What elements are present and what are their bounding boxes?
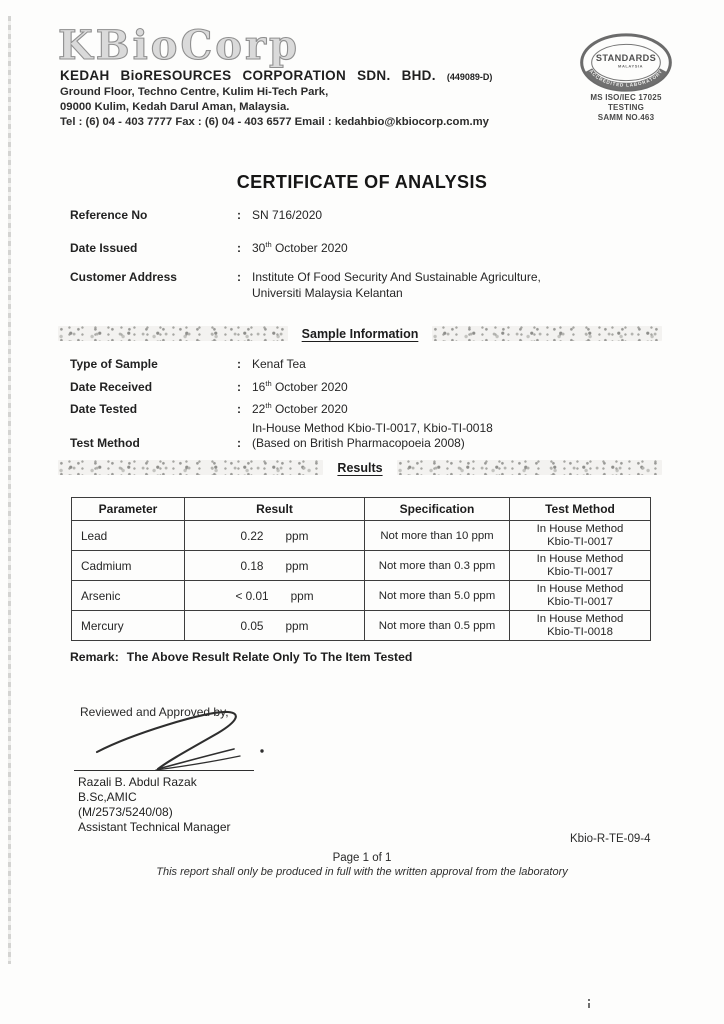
customer-address-line2: Universiti Malaysia Kelantan [252, 286, 403, 300]
sample-information-section-header [58, 324, 662, 343]
company-address-line1: Ground Floor, Techno Centre, Kulim Hi-Tech Park, [60, 86, 329, 98]
company-address-line2: 09000 Kulim, Kedah Darul Aman, Malaysia. [60, 101, 290, 113]
customer-address-colon: : [237, 270, 241, 284]
date-issued-label: Date Issued [70, 241, 138, 255]
company-name-text: KEDAH BioRESOURCES CORPORATION SDN. BHD. [60, 68, 436, 83]
company-name [60, 68, 600, 83]
stamp-standards-text: STANDARDS [595, 53, 657, 64]
results-table [71, 497, 651, 641]
parameter-cell: Cadmium [72, 551, 185, 581]
test-method-cell [510, 521, 651, 551]
table-row [72, 521, 651, 551]
table-header-row [72, 498, 651, 521]
table-row [72, 611, 651, 641]
method-name: In House Method [536, 612, 624, 625]
date-tested-month-year: October 2020 [271, 402, 348, 416]
signatory-name: Razali B. Abdul Razak [78, 775, 197, 789]
test-method-value-line1: In-House Method Kbio-TI-0017, Kbio-TI-0018 [252, 421, 493, 435]
accreditation-samm-number: SAMM NO.463 [597, 113, 655, 122]
noise-band-left [58, 326, 288, 341]
signatory-block [78, 775, 231, 835]
test-method-cell [510, 611, 651, 641]
date-received-ordinal: th [265, 379, 272, 388]
parameter-cell: Lead [72, 521, 185, 551]
date-tested-colon: : [237, 402, 241, 416]
result-unit: ppm [285, 618, 309, 633]
date-tested-label: Date Tested [70, 402, 138, 416]
remark-text: The Above Result Relate Only To The Item Tested [126, 650, 413, 664]
specification-cell: Not more than 0.3 ppm [365, 551, 510, 581]
signatory-position: Assistant Technical Manager [78, 820, 231, 834]
date-issued-ordinal: th [265, 240, 272, 249]
column-header-parameter: Parameter [72, 498, 185, 521]
test-method-colon: : [237, 436, 241, 450]
method-code: Kbio-TI-0018 [547, 625, 613, 638]
remark-label: Remark: [70, 650, 119, 664]
document-code: Kbio-R-TE-09-4 [570, 833, 651, 845]
type-of-sample-label: Type of Sample [70, 357, 158, 371]
company-registration-number: (449089-D) [446, 72, 493, 82]
company-logo: KBioCorp [58, 22, 301, 69]
specification-cell: Not more than 10 ppm [365, 521, 510, 551]
stamp-accredited-text: ACCREDITED LABORATORY [588, 68, 664, 88]
date-issued-value [252, 241, 348, 255]
sample-information-heading: Sample Information [301, 326, 419, 341]
result-unit: ppm [290, 588, 314, 603]
result-value: 0.22 [240, 528, 264, 543]
reference-no-value: SN 716/2020 [252, 208, 323, 222]
method-code: Kbio-TI-0017 [547, 595, 613, 608]
date-issued-colon: : [237, 241, 241, 255]
page-number: Page 1 of 1 [332, 852, 392, 864]
accreditation-standard: MS ISO/IEC 17025 [590, 93, 662, 102]
date-tested-value [252, 402, 348, 416]
table-row [72, 551, 651, 581]
approved-by-label: Reviewed and Approved by, [80, 705, 229, 719]
results-section-header [58, 458, 662, 477]
test-method-label: Test Method [70, 436, 140, 450]
signature-icon [70, 706, 280, 776]
method-name: In House Method [536, 582, 624, 595]
test-method-cell [510, 581, 651, 611]
method-name: In House Method [536, 552, 624, 565]
date-received-value [252, 380, 348, 394]
reference-no-colon: : [237, 208, 241, 222]
noise-band-right [397, 460, 662, 475]
results-heading: Results [337, 460, 383, 475]
noise-band-left [58, 460, 323, 475]
parameter-cell: Mercury [72, 611, 185, 641]
specification-cell: Not more than 0.5 ppm [365, 611, 510, 641]
type-of-sample-colon: : [237, 357, 241, 371]
date-received-day: 16 [252, 380, 266, 394]
stamp-seal-icon [578, 32, 674, 93]
date-received-month-year: October 2020 [271, 380, 348, 394]
scan-edge-artifact [8, 16, 11, 964]
signatory-registration: (M/2573/5240/08) [78, 805, 173, 819]
result-cell [185, 581, 365, 611]
noise-band-right [432, 326, 662, 341]
result-value: 0.18 [240, 558, 264, 573]
customer-address-label: Customer Address [70, 270, 177, 284]
column-header-test-method: Test Method [510, 498, 651, 521]
column-header-specification: Specification [365, 498, 510, 521]
date-received-label: Date Received [70, 380, 153, 394]
result-unit: ppm [285, 528, 309, 543]
test-method-cell [510, 551, 651, 581]
report-disclaimer: This report shall only be produced in full with the written approval from the laboratory [156, 866, 568, 878]
date-tested-ordinal: th [265, 401, 272, 410]
result-unit: ppm [285, 558, 309, 573]
result-value: 0.05 [240, 618, 264, 633]
table-row [72, 581, 651, 611]
method-name: In House Method [536, 522, 624, 535]
document-title: CERTIFICATE OF ANALYSIS [236, 172, 488, 192]
result-cell [185, 521, 365, 551]
method-code: Kbio-TI-0017 [547, 565, 613, 578]
date-issued-month-year: October 2020 [271, 241, 348, 255]
standards-malaysia-stamp [578, 32, 674, 98]
scan-speck-artifact [588, 1003, 590, 1008]
signature-line [74, 770, 254, 771]
stamp-malaysia-text: MALAYSIA [618, 63, 644, 69]
date-tested-day: 22 [252, 402, 266, 416]
method-code: Kbio-TI-0017 [547, 535, 613, 548]
result-cell [185, 551, 365, 581]
type-of-sample-value: Kenaf Tea [252, 357, 306, 371]
date-issued-day: 30 [252, 241, 266, 255]
accreditation-scope: TESTING [607, 103, 645, 112]
reference-no-label: Reference No [70, 208, 148, 222]
remark [70, 650, 412, 664]
date-received-colon: : [237, 380, 241, 394]
specification-cell: Not more than 5.0 ppm [365, 581, 510, 611]
accreditation-details [563, 93, 689, 123]
customer-address-line1: Institute Of Food Security And Sustainable Agriculture, [252, 270, 541, 284]
column-header-result: Result [185, 498, 365, 521]
signatory-qualification: B.Sc,AMIC [78, 790, 137, 804]
company-contact-line: Tel : (6) 04 - 403 7777 Fax : (6) 04 - 403 6577 Email : kedahbio@kbiocorp.com.my [60, 116, 489, 128]
result-cell [185, 611, 365, 641]
test-method-value-line2: (Based on British Pharmacopoeia 2008) [252, 436, 465, 450]
parameter-cell: Arsenic [72, 581, 185, 611]
result-value: < 0.01 [235, 588, 269, 603]
